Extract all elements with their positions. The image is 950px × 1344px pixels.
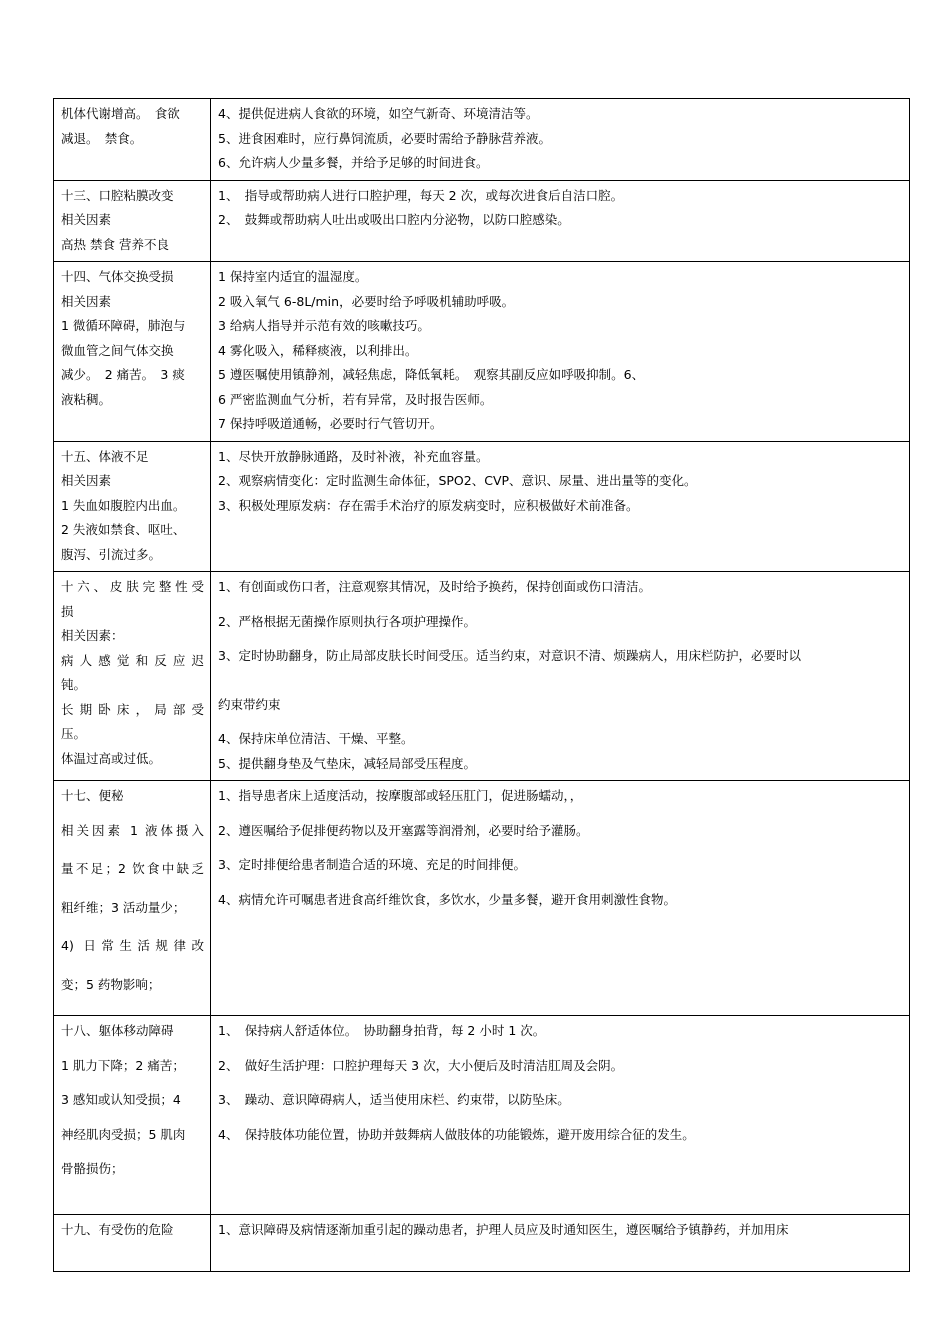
diagnosis-line: 粗纤维；3 活动量少； <box>61 899 186 915</box>
diagnosis-line: 十八、躯体移动障碍 <box>61 1023 174 1038</box>
diagnosis-line: 量不足；2 饮食中缺乏 <box>61 861 204 876</box>
measures-cell <box>211 441 910 572</box>
measure-line: 4、提供促进病人食欲的环境，如空气新奇、环境清洁等。 <box>218 106 539 121</box>
diagnosis-line: 1 失血如腹腔内出血。 <box>61 497 186 513</box>
diagnosis-line: 十七、便秘 <box>61 788 124 803</box>
table-row <box>54 1016 910 1215</box>
diagnosis-cell <box>54 781 211 1016</box>
diagnosis-line: 1 肌力下降；2 痛苦； <box>61 1057 185 1073</box>
diagnosis-cell <box>54 262 211 442</box>
diagnosis-cell <box>54 180 211 262</box>
diagnosis-line: 相关因素 <box>61 473 112 488</box>
measure-line: 7 保持呼吸道通畅，必要时行气管切开。 <box>218 416 443 431</box>
diagnosis-line: 损 <box>61 603 74 619</box>
diagnosis-line: 骨骼损伤； <box>61 1161 124 1176</box>
diagnosis-line: 十六、皮肤完整性受 <box>61 579 204 594</box>
measure-line: 3、定时排便给患者制造合适的环境、充足的时间排便。 <box>218 857 526 872</box>
measure-line: 1、尽快开放静脉通路，及时补液，补充血容量。 <box>218 448 489 464</box>
diagnosis-line: 4) 日常生活规律改 <box>61 938 204 953</box>
diagnosis-line: 体温过高或过低。 <box>61 750 162 766</box>
diagnosis-line: 相关因素： <box>61 628 124 643</box>
diagnosis-line: 机体代谢增高。 食欲 <box>61 106 180 121</box>
diagnosis-cell <box>54 572 211 781</box>
diagnosis-line: 压。 <box>61 726 87 741</box>
table-row <box>54 180 910 262</box>
table-row <box>54 1215 910 1272</box>
diagnosis-line: 高热 禁食 营养不良 <box>61 236 169 252</box>
diagnosis-line: 液粘稠。 <box>61 391 112 407</box>
measure-line: 1、有创面或伤口者，注意观察其情况，及时给予换药，保持创面或伤口清洁。 <box>218 579 651 594</box>
diagnosis-cell <box>54 1215 211 1272</box>
diagnosis-cell <box>54 441 211 572</box>
measure-line: 3、定时协助翻身，防止局部皮肤长时间受压。适当约束，对意识不清、烦躁病人，用床栏防护，必要时以 <box>218 648 801 663</box>
measures-cell <box>211 1215 910 1272</box>
diagnosis-line: 十四、气体交换受损 <box>61 269 174 284</box>
measure-line: 1 保持室内适宜的温湿度。 <box>218 269 368 284</box>
measure-line: 5、提供翻身垫及气垫床，减轻局部受压程度。 <box>218 755 476 771</box>
diagnosis-line: 2 失液如禁食、呕吐、 <box>61 522 186 537</box>
measure-line: 2、观察病情变化：定时监测生命体征，SPO2、CVP、意识、尿量、进出量等的变化。 <box>218 473 697 488</box>
diagnosis-line: 减少。 2 痛苦。 3 痰 <box>61 367 185 382</box>
measures-cell <box>211 180 910 262</box>
measure-line: 3 给病人指导并示范有效的咳嗽技巧。 <box>218 318 430 333</box>
measure-line: 6、允许病人少量多餐，并给予足够的时间进食。 <box>218 155 489 170</box>
measure-line: 2、 做好生活护理：口腔护理每天 3 次，大小便后及时清洁肛周及会阴。 <box>218 1057 624 1073</box>
diagnosis-line: 十九、有受伤的危险 <box>61 1222 174 1237</box>
diagnosis-cell <box>54 1016 211 1215</box>
diagnosis-line: 相关因素 1 液体摄入 <box>61 822 204 838</box>
measure-line: 2、 鼓舞或帮助病人吐出或吸出口腔内分泌物，以防口腔感染。 <box>218 212 570 227</box>
diagnosis-line: 十五、体液不足 <box>61 448 149 464</box>
measure-line: 4、 保持肢体功能位置，协助并鼓舞病人做肢体的功能锻炼，避开废用综合征的发生。 <box>218 1126 695 1142</box>
measures-cell <box>211 1016 910 1215</box>
measure-line: 2、遵医嘱给予促排便药物以及开塞露等润滑剂，必要时给予灌肠。 <box>218 822 589 838</box>
table-row <box>54 781 910 1016</box>
diagnosis-line: 3 感知或认知受损；4 <box>61 1092 181 1107</box>
diagnosis-line: 腹泻、引流过多。 <box>61 546 162 562</box>
diagnosis-line: 钝。 <box>61 677 87 692</box>
diagnosis-line: 微血管之间气体交换 <box>61 342 174 358</box>
diagnosis-line: 1 微循环障碍，肺泡与 <box>61 318 186 333</box>
measures-cell <box>211 572 910 781</box>
measure-line: 2、严格根据无菌操作原则执行各项护理操作。 <box>218 613 476 629</box>
measure-line: 1、指导患者床上适度活动，按摩腹部或轻压肛门，促进肠蠕动，， <box>218 788 583 803</box>
measure-line: 1、 保持病人舒适体位。 协助翻身拍背，每 2 小时 1 次。 <box>218 1023 546 1038</box>
table-row <box>54 262 910 442</box>
diagnosis-line: 病人感觉和反应迟 <box>61 652 204 668</box>
measure-line: 2 吸入氧气 6-8L/min，必要时给予呼吸机辅助呼吸。 <box>218 293 515 309</box>
diagnosis-line: 神经肌肉受损；5 肌肉 <box>61 1126 186 1142</box>
measure-line: 4、病情允许可嘱患者进食高纤维饮食，多饮水，少量多餐，避开食用刺激性食物。 <box>218 891 676 907</box>
measures-cell <box>211 99 910 181</box>
diagnosis-line: 减退。 禁食。 <box>61 130 143 146</box>
measure-line: 3、 躁动、意识障碍病人，适当使用床栏、约束带，以防坠床。 <box>218 1092 570 1107</box>
table-row <box>54 572 910 781</box>
table-row <box>54 99 910 181</box>
diagnosis-line: 相关因素 <box>61 212 112 227</box>
measure-line: 4 雾化吸入，稀释痰液，以利排出。 <box>218 342 418 358</box>
care-plan-table <box>53 98 910 1272</box>
diagnosis-cell <box>54 99 211 181</box>
measure-line: 5、进食困难时，应行鼻饲流质，必要时需给予静脉营养液。 <box>218 130 551 146</box>
diagnosis-line: 变；5 药物影响； <box>61 976 161 992</box>
measure-line: 6 严密监测血气分析，若有异常，及时报告医师。 <box>218 391 493 407</box>
measures-cell <box>211 262 910 442</box>
measure-line: 3、积极处理原发病：存在需手术治疗的原发病变时，应积极做好术前准备。 <box>218 497 639 513</box>
measures-cell <box>211 781 910 1016</box>
measure-line: 1、意识障碍及病情逐渐加重引起的躁动患者，护理人员应及时通知医生，遵医嘱给予镇静药，并加用床 <box>218 1222 789 1237</box>
measure-line: 1、 指导或帮助病人进行口腔护理，每天 2 次，或每次进食后自洁口腔。 <box>218 187 624 203</box>
diagnosis-line: 十三、口腔粘膜改变 <box>61 187 174 203</box>
diagnosis-line: 长期卧床，局部受 <box>61 701 204 717</box>
table-row <box>54 441 910 572</box>
measure-line: 约束带约束 <box>218 696 281 712</box>
measure-line: 4、保持床单位清洁、干燥、平整。 <box>218 731 414 746</box>
diagnosis-line: 相关因素 <box>61 293 112 309</box>
measure-line: 5 遵医嘱使用镇静剂，减轻焦虑，降低氧耗。 观察其副反应如呼吸抑制。6、 <box>218 367 645 382</box>
